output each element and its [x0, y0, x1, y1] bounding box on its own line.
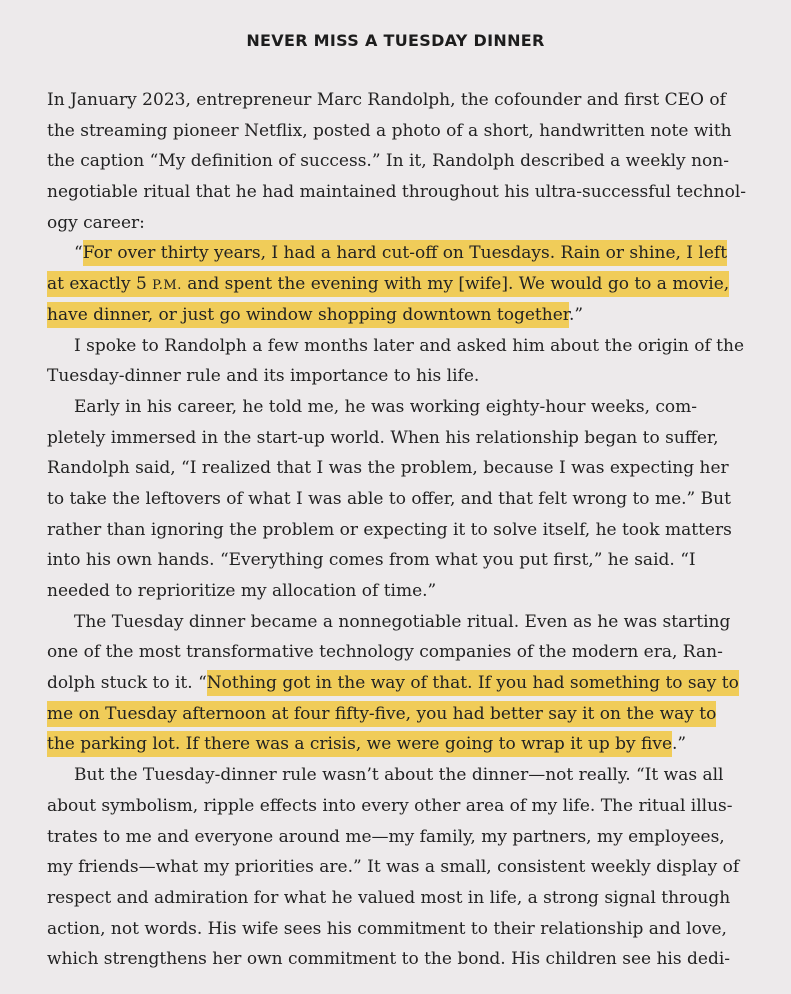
- text-line: [47, 668, 747, 699]
- highlighted-quote: [47, 271, 729, 297]
- small-caps-time: P.M.: [152, 278, 182, 294]
- text-line: Early in his career, he told me, he was working eighty-hour weeks, com-: [74, 396, 697, 417]
- text-line: [47, 300, 747, 331]
- highlight-text: at exactly 5: [47, 274, 153, 295]
- quote-close: .”: [672, 734, 687, 755]
- line-text: dolph stuck to it. “: [47, 673, 207, 694]
- text-line: my friends—what my priorities are.” It was a small, consistent weekly display of: [47, 857, 740, 878]
- highlight-text: and spent the evening with my [wife]. We would go to a movie,: [181, 274, 730, 295]
- chapter-title: NEVER MISS A TUESDAY DINNER: [246, 31, 545, 50]
- text-line: respect and admiration for what he valued most in life, a strong signal through: [47, 887, 731, 908]
- text-line: the caption “My definition of success.” In it, Randolph described a weekly non-: [47, 151, 729, 172]
- quote-open: “: [74, 243, 83, 264]
- text-line: negotiable ritual that he had maintained throughout his ultra-successful technol-: [47, 182, 747, 203]
- text-line: into his own hands. “Everything comes from what you put first,” he said. “I: [47, 550, 696, 571]
- text-line: about symbolism, ripple effects into every other area of my life. The ritual illus-: [47, 795, 733, 816]
- text-line: trates to me and everyone around me—my family, my partners, my employees,: [47, 826, 725, 847]
- text-line: the streaming pioneer Netflix, posted a photo of a short, handwritten note with: [47, 120, 732, 141]
- text-line: which strengthens her own commitment to the bond. His children see his dedi-: [47, 949, 731, 970]
- text-line: The Tuesday dinner became a nonnegotiable ritual. Even as he was starting: [74, 611, 731, 632]
- text-line: [47, 729, 747, 760]
- text-line: one of the most transformative technology companies of the modern era, Ran-: [47, 642, 723, 663]
- highlighted-quote: the parking lot. If there was a crisis, we were going to wrap it up by five: [47, 731, 672, 757]
- text-line: Tuesday-dinner rule and its importance to his life.: [47, 366, 480, 387]
- text-line: [47, 269, 747, 300]
- text-line: pletely immersed in the start-up world. When his relationship began to suffer,: [47, 427, 719, 448]
- text-line: action, not words. His wife sees his commitment to their relationship and love,: [47, 918, 727, 939]
- text-line: But the Tuesday-dinner rule wasn’t about the dinner—not really. “It was all: [74, 765, 724, 786]
- text-line: I spoke to Randolph a few months later and asked him about the origin of the: [74, 335, 745, 356]
- text-line: needed to reprioritize my allocation of time.”: [47, 581, 437, 601]
- highlighted-quote: Nothing got in the way of that. If you had something to say to: [207, 670, 739, 696]
- highlighted-quote: have dinner, or just go window shopping downtown together: [47, 302, 569, 328]
- text-line: ogy career:: [47, 212, 145, 233]
- text-line: Randolph said, “I realized that I was the problem, because I was expecting her: [47, 458, 729, 479]
- body-text: [47, 85, 747, 975]
- quote-close: .”: [569, 304, 584, 325]
- highlighted-quote: me on Tuesday afternoon at four fifty-five, you had better say it on the way to: [47, 701, 716, 727]
- text-line: [47, 238, 747, 269]
- text-line: to take the leftovers of what I was able to offer, and that felt wrong to me.” But: [47, 488, 731, 509]
- highlighted-quote: For over thirty years, I had a hard cut-off on Tuesdays. Rain or shine, I left: [83, 240, 727, 266]
- text-line: rather than ignoring the problem or expecting it to solve itself, he took matters: [47, 519, 732, 540]
- text-line: In January 2023, entrepreneur Marc Randolph, the cofounder and first CEO of: [47, 90, 726, 110]
- text-line: [47, 699, 747, 730]
